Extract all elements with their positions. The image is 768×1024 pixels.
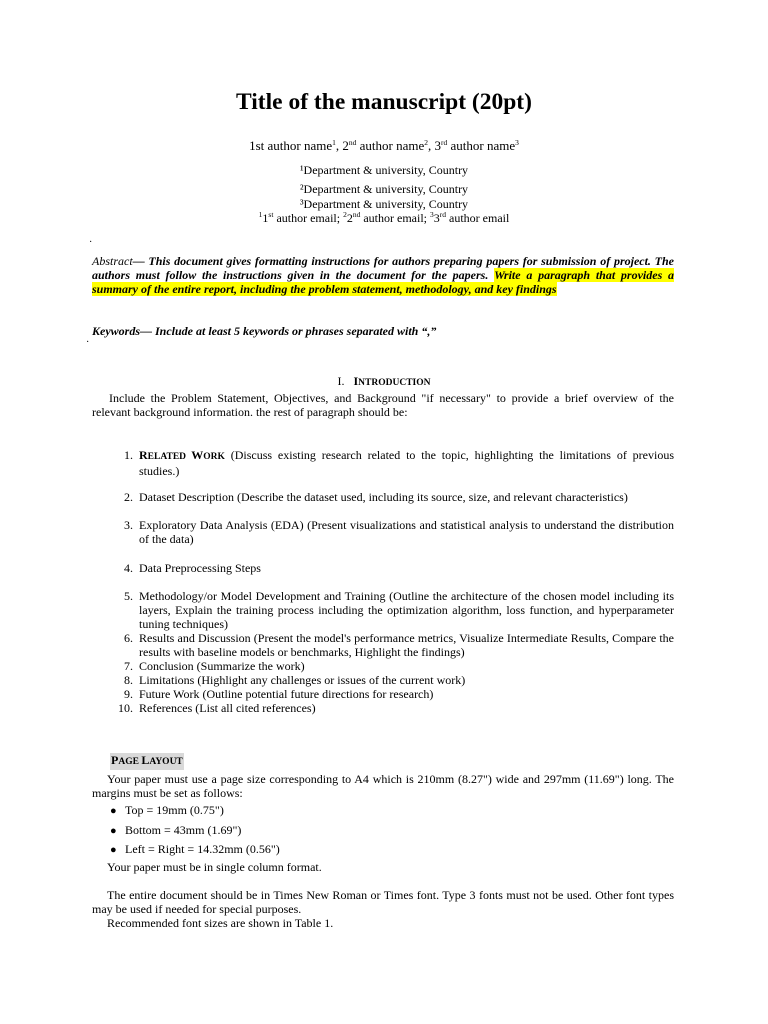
bullet-icon: ●: [110, 825, 117, 837]
page-size-paragraph: Your paper must use a page size corresponding to A4 which is 210mm (8.27") wide and 297mm (11.69") long. The margins must be set as follows:: [92, 772, 674, 801]
margin-bullet-top: ● Top = 19mm (0.75"): [110, 803, 224, 817]
affiliation-3: ³Department & university, Country: [299, 197, 469, 211]
affiliation-1: ¹Department & university, Country: [299, 163, 469, 177]
document-page: Title of the manuscript (20pt) 1st author name$^1$, 2nd author name$^2$, 3rd author name$^3$ ¹Department & university, Country ²Department & university, Country ³Department & university, Country $^1$1st author email; $^2$2nd author email; $^3$3rd author email · Abstract— This document gives formatting instructions for authors preparing papers for submission of project. The authors must follow the instructions given in the document for the papers. Write a paragraph that provides a summary of the entire report, including the problem statement, methodology, and key findings Keywords— Include at least 5 keywords or phrases separated with “,” · I. INTRODUCTION Include the Problem Statement, Objectives, and Background "if necessary" to provide a brief overview of the relevant background information. the rest of paragraph should be: 1. RELATED WORK (Discuss existing research related to the topic, highlighting the limitations of previous studies.) 2. Dataset Description (Describe the dataset used, including its source, size, and relevant characteristics) 3. Exploratory Data Analysis (EDA) (Present visualizations and statistical analysis to understand the distribution of the data) 4. Data Preprocessing Steps 5. Methodology/or Model Development and Training (Outline the architecture of the chosen model including its layers, Explain the training process including the optimization algorithm, loss function, and hyperparameter tuning techniques) 6. Results and Discussion (Present the model's performance metrics, Visualize Intermediate Results, Compare the results with baseline models or benchmarks, Highlight the findings) 7. Conclusion (Summarize the work) 8. Limitations (Highlight any challenges or issues of the current work) 9. Future Work (Outline potential future directions for research) 10. References (List all cited references) PAGE LAYOUT Your paper must use a page size corresponding to A4 which is 210mm (8.27") wide and 297mm (11.69") long. The margins must be set as follows: ● Top = 19mm (0.75") ● Bottom = 43mm (1.69") ● Left = Right = 14.32mm (0.56") Your paper must be in single column format. The entire document should be in Times New Roman or Times font. Type 3 fonts must not be used. Other font types may be used if needed for special purposes. Recommended font sizes are shown in Table 1.: [0, 0, 768, 1024]
single-column-text: Your paper must be in single column format.: [107, 860, 322, 874]
abstract-paragraph: Abstract— This document gives formatting instructions for authors preparing papers for submission of project. The authors must follow the instructions given in the document for the papers. Write a paragraph that provides a summary of the entire report, including the problem statement, methodology, and key findings: [92, 254, 675, 297]
author-line: 1st author name$^1$, 2nd author name$^2$, 3rd author name$^3$: [249, 138, 519, 153]
stray-mark-2: ·: [86, 337, 90, 348]
margin-bullet-bottom: ● Bottom = 43mm (1.69"): [110, 823, 242, 837]
keywords-line: Keywords— Include at least 5 keywords or phrases separated with “,”: [92, 324, 437, 338]
intro-paragraph: Include the Problem Statement, Objectives, and Background "if necessary" to provide a brief overview of the relevant background information. the rest of paragraph should be:: [92, 391, 674, 420]
abstract-text: This document gives formatting instructions for authors preparing papers for submission of project. The authors must follow the instructions given in the document for the papers.: [92, 254, 674, 283]
email-line: $^1$1st author email; $^2$2nd author email; $^3$3rd author email: [258, 210, 510, 225]
affiliation-2: ²Department & university, Country: [299, 182, 469, 196]
bullet-icon: ●: [110, 805, 117, 817]
stray-mark: ·: [89, 237, 93, 248]
section-heading-introduction: I. INTRODUCTION: [337, 374, 431, 388]
section-heading-page-layout: PAGE LAYOUT: [110, 753, 184, 770]
margin-bullet-left-right: ● Left = Right = 14.32mm (0.56"): [110, 842, 280, 856]
author-3: author name: [447, 138, 516, 153]
abstract-label: Abstract: [92, 254, 133, 268]
bullet-icon: ●: [110, 844, 117, 856]
font-paragraph: The entire document should be in Times New Roman or Times font. Type 3 fonts must not be used. Other font types may be used if needed for special purposes.: [92, 888, 674, 917]
page-title: Title of the manuscript (20pt): [236, 89, 532, 115]
abstract-highlight: Write a paragraph that provides a summary of the entire report, including the problem statement, methodology, and key findings: [92, 268, 675, 297]
author-2: author name: [356, 138, 425, 153]
author-1: 1st author name: [249, 138, 333, 153]
font-size-text: Recommended font sizes are shown in Table 1.: [107, 916, 334, 930]
